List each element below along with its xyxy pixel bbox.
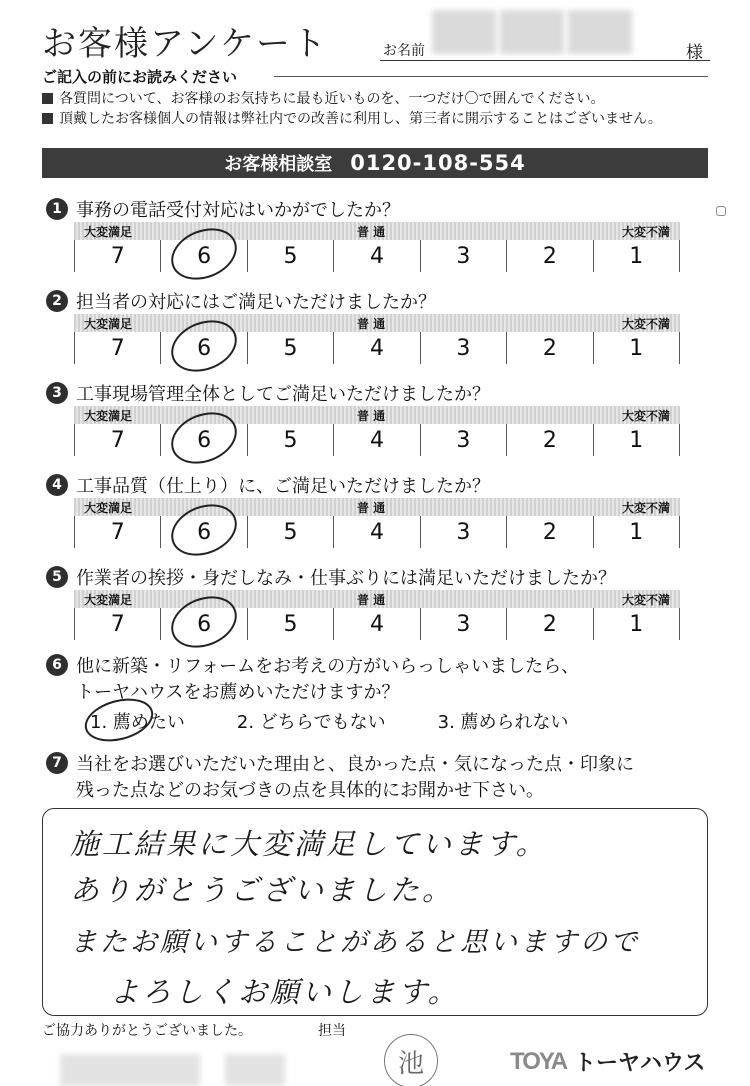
- rating-option-3[interactable]: 3: [421, 240, 507, 272]
- scan-artifact: [716, 206, 726, 216]
- rating-option-1[interactable]: 1: [594, 332, 680, 364]
- scale-label-mid: 普 通: [357, 409, 386, 423]
- question-1: [46, 196, 400, 222]
- question-number-badge: 5: [46, 566, 68, 588]
- rating-option-1[interactable]: 1: [594, 240, 680, 272]
- scale-label-low: 大変不満: [621, 501, 670, 515]
- scale-label-high: 大変満足: [84, 409, 133, 423]
- rating-scale: [74, 590, 680, 640]
- rating-option-6[interactable]: 6: [161, 608, 247, 640]
- rating-option-5[interactable]: 5: [248, 516, 334, 548]
- notice-divider: [274, 76, 708, 77]
- rating-option-2[interactable]: 2: [507, 424, 593, 456]
- rating-option-5[interactable]: 5: [248, 608, 334, 640]
- rating-option-6[interactable]: 6: [161, 332, 247, 364]
- scale-label-high: 大変満足: [84, 501, 133, 515]
- option-neutral[interactable]: 2. どちらでもない: [236, 712, 386, 733]
- rating-scale: [74, 498, 680, 548]
- question-5: [46, 564, 616, 590]
- redacted-name: [432, 10, 632, 54]
- contact-phone: 0120-108-554: [350, 151, 526, 175]
- question-number-badge: 6: [46, 654, 68, 676]
- question-text: 作業者の挨拶・身だしなみ・仕事ぶりには満足いただけましたか？: [76, 568, 616, 589]
- rating-scale: [74, 406, 680, 456]
- rating-option-6[interactable]: 6: [161, 240, 247, 272]
- rating-option-4[interactable]: 4: [334, 608, 420, 640]
- question-text: 当社をお選びいただいた理由と、良かった点・気になった点・印象に: [76, 754, 634, 775]
- question-7: [46, 750, 634, 776]
- question-number-badge: 1: [46, 198, 68, 220]
- question-text: 工事現場管理全体としてご満足いただけましたか？: [76, 384, 490, 405]
- rating-cells: [74, 332, 680, 364]
- notice-item: 各質問について、お客様のお気持ちに最も近いものを、一つだけ〇で囲んでください。: [42, 88, 604, 108]
- comment-line: またお願いすることがあると思いますので: [70, 927, 640, 958]
- contact-label: お客様相談室: [224, 154, 333, 175]
- question-text: 他に新築・リフォームをお考えの方がいらっしゃいましたら、: [76, 656, 580, 677]
- rating-option-1[interactable]: 1: [594, 424, 680, 456]
- question-7-line2: 残った点などのお気づきの点を具体的にお聞かせ下さい。: [76, 780, 544, 801]
- redacted-text: [60, 1054, 200, 1086]
- name-suffix: 様: [686, 43, 703, 63]
- rating-cells: [74, 240, 680, 272]
- rating-cells: [74, 516, 680, 548]
- rating-option-1[interactable]: 1: [594, 516, 680, 548]
- square-bullet-icon: [42, 113, 53, 124]
- rating-option-7[interactable]: 7: [75, 516, 161, 548]
- company-logo: [510, 1046, 705, 1077]
- scale-label-mid: 普 通: [357, 501, 386, 515]
- scale-label-high: 大変満足: [84, 593, 133, 607]
- scale-label-low: 大変不満: [621, 409, 670, 423]
- scale-label-high: 大変満足: [84, 317, 133, 331]
- rating-option-7[interactable]: 7: [75, 608, 161, 640]
- rating-option-7[interactable]: 7: [75, 424, 161, 456]
- rating-option-7[interactable]: 7: [75, 332, 161, 364]
- rating-option-3[interactable]: 3: [421, 332, 507, 364]
- survey-title: お客様アンケート: [42, 24, 328, 64]
- logo-mark: TOYA: [510, 1047, 567, 1075]
- rating-option-4[interactable]: 4: [334, 240, 420, 272]
- scale-label-mid: 普 通: [357, 593, 386, 607]
- rating-option-6[interactable]: 6: [161, 424, 247, 456]
- footer-thanks: ご協力ありがとうございました。: [42, 1023, 252, 1039]
- name-label: お名前: [383, 43, 425, 59]
- recommend-options: [90, 708, 621, 734]
- comment-line: よろしくお願いします。: [110, 975, 460, 1009]
- rating-cells: [74, 608, 680, 640]
- rating-cells: [74, 424, 680, 456]
- comment-line: 施工結果に大変満足しています。: [70, 827, 548, 861]
- comment-line: ありがとうございました。: [70, 873, 455, 907]
- rating-option-4[interactable]: 4: [334, 424, 420, 456]
- question-number-badge: 4: [46, 474, 68, 496]
- logo-text: トーヤハウス: [574, 1051, 706, 1076]
- question-4: [46, 472, 490, 498]
- scale-label-high: 大変満足: [84, 225, 133, 239]
- rating-option-6[interactable]: 6: [161, 516, 247, 548]
- rating-option-2[interactable]: 2: [507, 240, 593, 272]
- rating-option-2[interactable]: 2: [507, 608, 593, 640]
- rating-option-4[interactable]: 4: [334, 516, 420, 548]
- rating-scale: [74, 222, 680, 272]
- rating-option-5[interactable]: 5: [248, 424, 334, 456]
- question-text: 事務の電話受付対応はいかがでしたか？: [76, 200, 400, 221]
- staff-label: 担当: [318, 1023, 346, 1039]
- scale-label-mid: 普 通: [357, 317, 386, 331]
- rating-option-3[interactable]: 3: [421, 516, 507, 548]
- rating-option-3[interactable]: 3: [421, 608, 507, 640]
- scale-label-low: 大変不満: [621, 593, 670, 607]
- notice-heading: ご記入の前にお読みください: [42, 68, 238, 86]
- rating-option-5[interactable]: 5: [248, 332, 334, 364]
- option-not-recommend[interactable]: 3. 薦められない: [437, 712, 569, 733]
- notice-item: 頂戴したお客様個人の情報は弊社内での改善に利用し、第三者に開示することはございません。: [42, 108, 662, 128]
- question-text: 担当者の対応にはご満足いただけましたか？: [76, 292, 436, 313]
- staff-stamp: 池: [384, 1034, 438, 1086]
- rating-option-5[interactable]: 5: [248, 240, 334, 272]
- scale-label-low: 大変不満: [621, 317, 670, 331]
- question-number-badge: 7: [46, 752, 68, 774]
- question-3: [46, 380, 490, 406]
- rating-option-7[interactable]: 7: [75, 240, 161, 272]
- rating-option-2[interactable]: 2: [507, 516, 593, 548]
- option-recommend[interactable]: 1. 薦めたい: [90, 712, 185, 733]
- question-6: [46, 652, 579, 678]
- question-number-badge: 2: [46, 290, 68, 312]
- redacted-text: [225, 1054, 285, 1086]
- rating-option-2[interactable]: 2: [507, 332, 593, 364]
- question-2: [46, 288, 436, 314]
- contact-banner: [42, 148, 708, 178]
- question-number-badge: 3: [46, 382, 68, 404]
- rating-option-3[interactable]: 3: [421, 424, 507, 456]
- scale-label-low: 大変不満: [621, 225, 670, 239]
- rating-option-1[interactable]: 1: [594, 608, 680, 640]
- rating-option-4[interactable]: 4: [334, 332, 420, 364]
- scale-label-mid: 普 通: [357, 225, 386, 239]
- square-bullet-icon: [42, 93, 53, 104]
- rating-scale: [74, 314, 680, 364]
- question-text: 工事品質（仕上り）に、ご満足いただけましたか？: [76, 476, 490, 497]
- question-6-line2: トーヤハウスをお薦めいただけますか？: [76, 682, 400, 703]
- name-underline: [380, 60, 710, 61]
